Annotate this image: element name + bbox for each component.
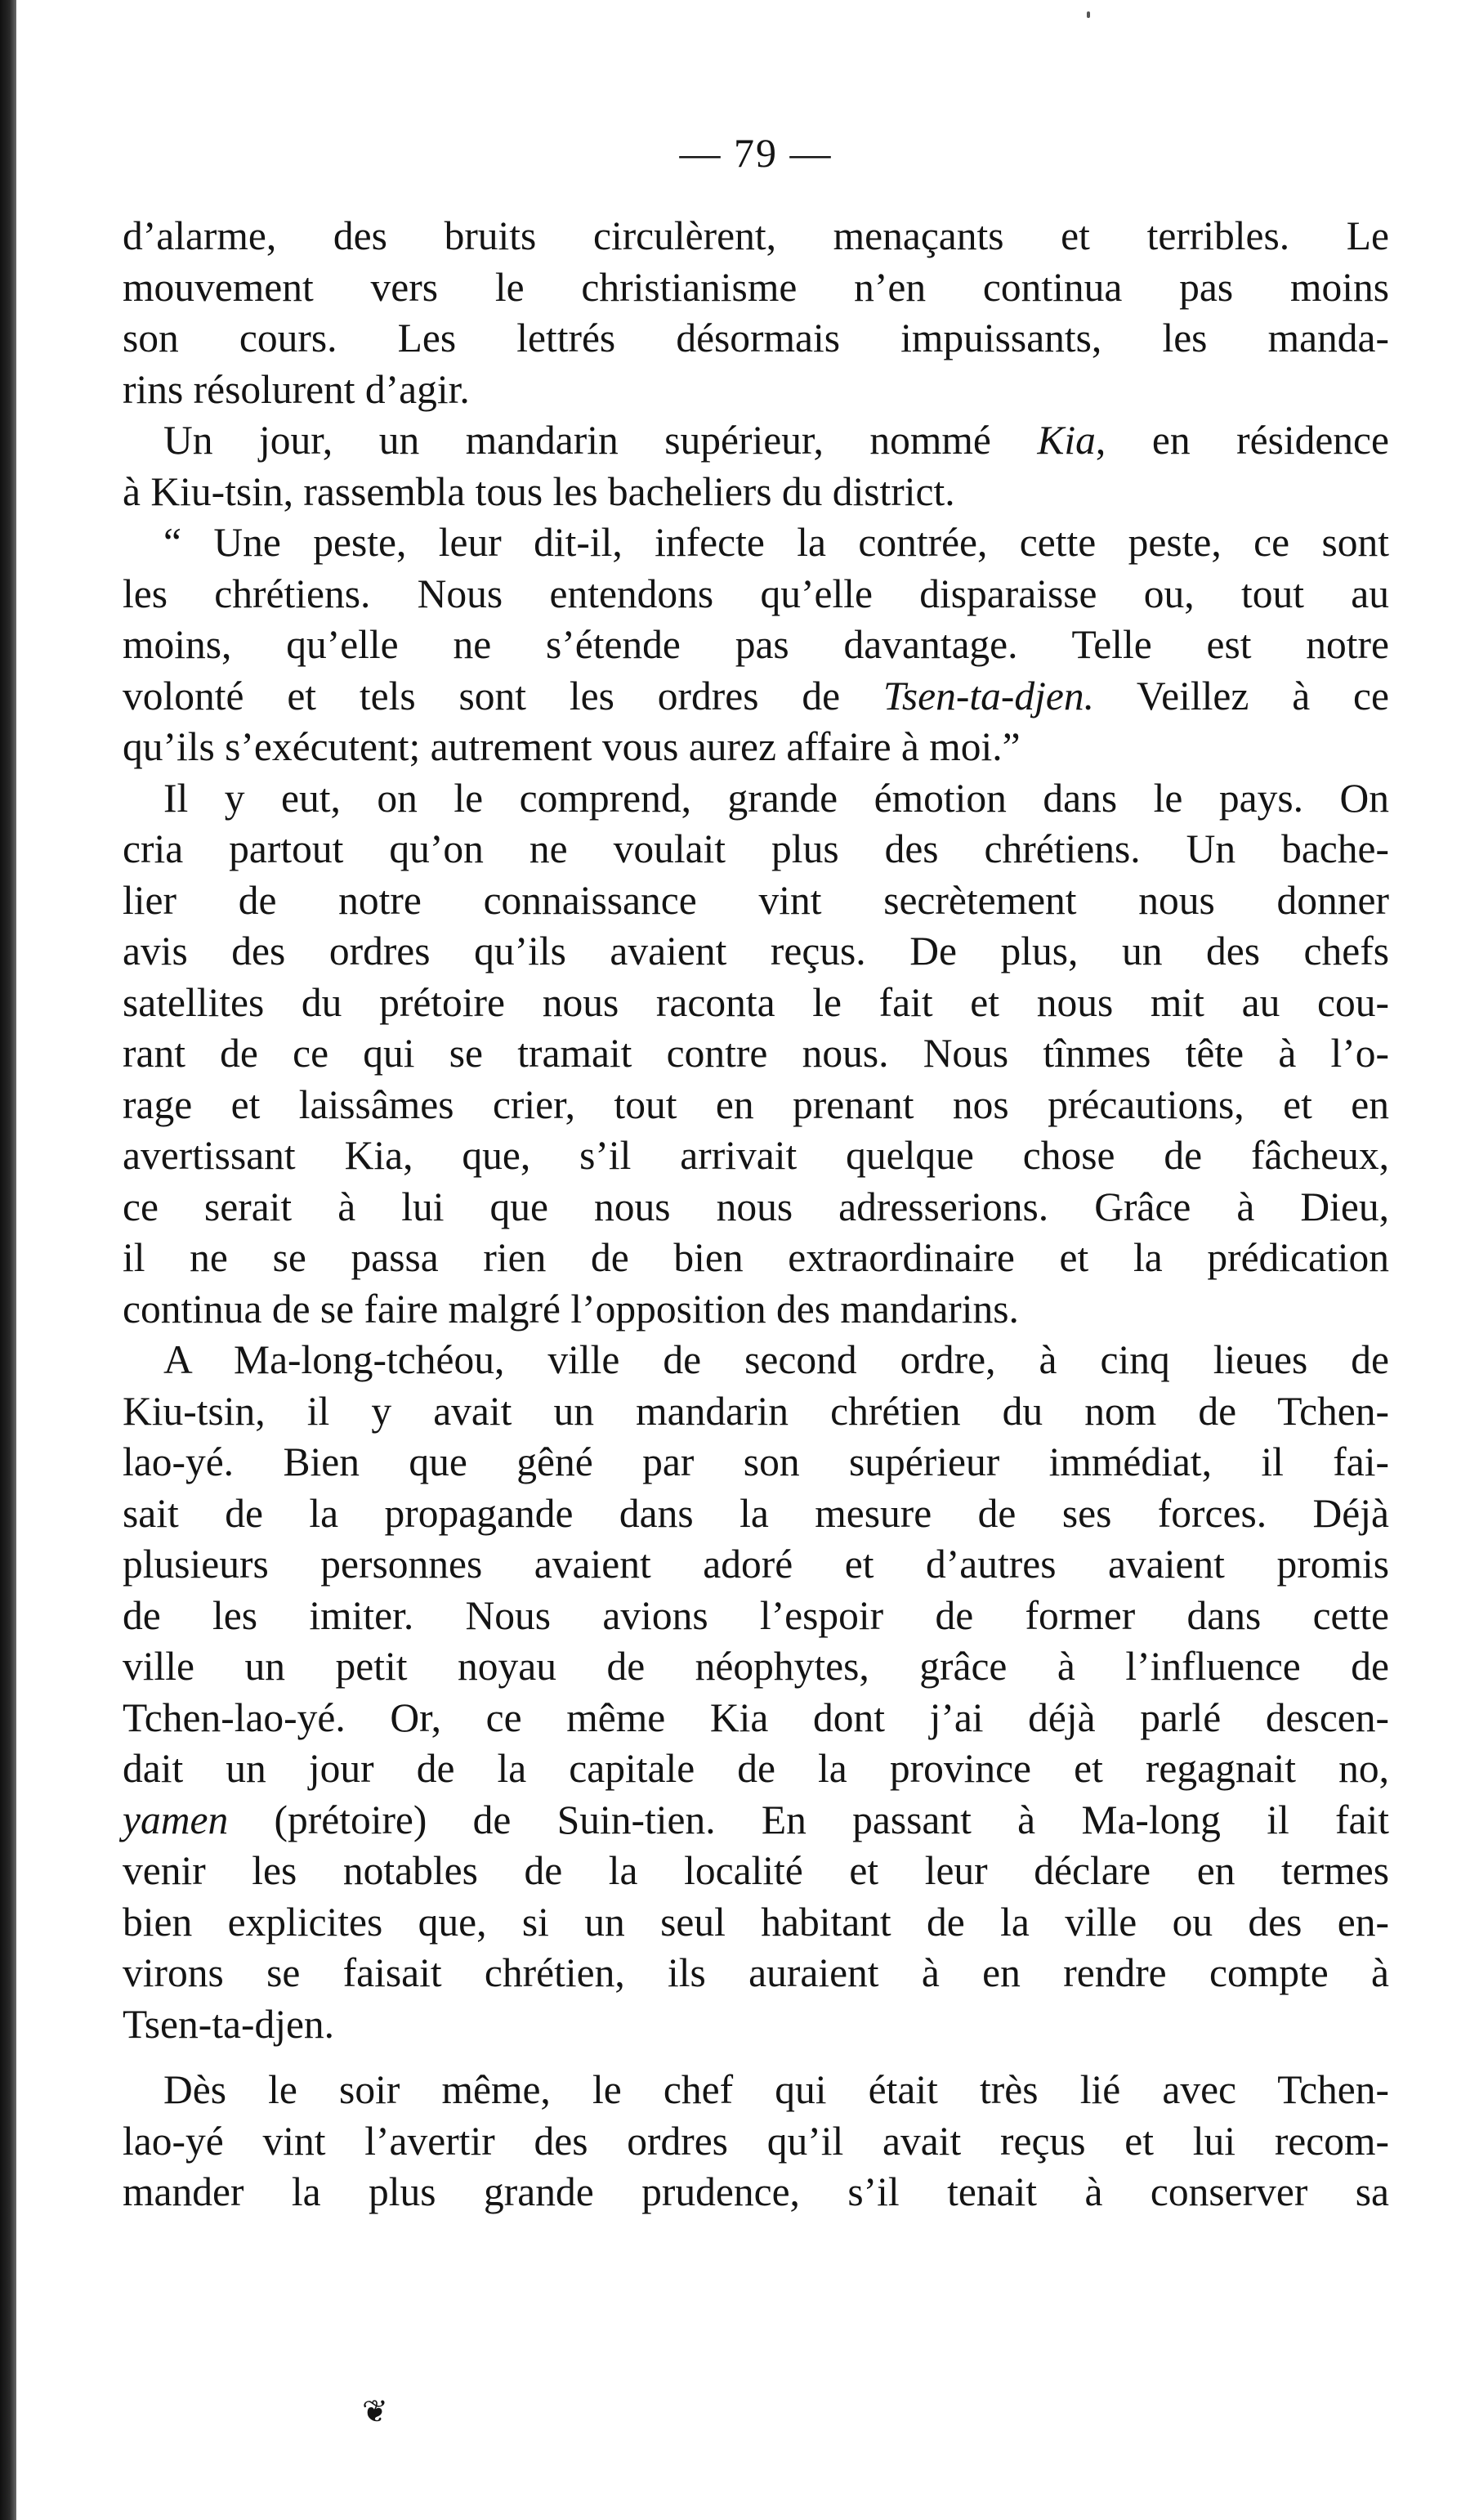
text-line: rins résolurent d’agir. (123, 366, 470, 412)
text-line: plusieurs personnes avaient adoré et d’autres avaient promis (123, 1542, 1389, 1587)
paragraph-gap (123, 2050, 1389, 2065)
text-line: Kiu-tsin, il y avait un mandarin chrétien du nom de Tchen- (123, 1388, 1389, 1434)
text-line: bien explicites que, si un seul habitant de la ville ou des en- (123, 1899, 1389, 1945)
text-line (123, 415, 1389, 467)
text-line: Tsen-ta-djen. (123, 2001, 335, 2047)
text-line: A Ma-long-tchéou, ville de second ordre, à cinq lieues de (163, 1337, 1389, 1382)
text-line: ville un petit noyau de néophytes, grâce à l’influence de (123, 1644, 1389, 1689)
ornament-icon: ❦ (362, 2395, 388, 2429)
text-line: moins, qu’elle ne s’étende pas davantage. Telle est notre (123, 622, 1389, 667)
text-line: à Kiu-tsin, rassembla tous les bacheliers du district. (123, 468, 955, 514)
text-fragment: volonté et tels sont les ordres de (123, 673, 883, 718)
text-line: dait un jour de la capitale de la province et regagnait no, (123, 1746, 1389, 1791)
page-number: — 79 — (679, 130, 833, 176)
text-line: virons se faisait chrétien, ils auraient à en rendre compte à (123, 1950, 1389, 1995)
text-line: rant de ce qui se tramait contre nous. Nous tînmes tête à l’o- (123, 1031, 1389, 1076)
text-line: avertissant Kia, que, s’il arrivait quelque chose de fâcheux, (123, 1133, 1389, 1178)
page-binding-edge (0, 0, 16, 2520)
text-line: lao-yé. Bien que gêné par son supérieur immédiat, il fai- (123, 1439, 1389, 1484)
text-line: mouvement vers le christianisme n’en continua pas moins (123, 264, 1389, 310)
text-line: Tchen-lao-yé. Or, ce même Kia dont j’ai déjà parlé descen- (123, 1694, 1389, 1740)
text-fragment: , en résidence (1095, 418, 1389, 463)
text-line: continua de se faire malgré l’opposition des mandarins. (123, 1286, 1019, 1332)
text-line: rage et laissâmes crier, tout en prenant nos précautions, et en (123, 1081, 1389, 1127)
text-line: il ne se passa rien de bien extraordinaire et la prédication (123, 1235, 1389, 1280)
text-line: avis des ordres qu’ils avaient reçus. De plus, un des chefs (123, 929, 1389, 974)
text-fragment: Un jour, un mandarin supérieur, nommé (163, 418, 1038, 463)
text-fragment: (prétoire) de Suin-tien. En passant à Ma-long il fait (228, 1797, 1389, 1842)
text-line: lao-yé vint l’avertir des ordres qu’il avait reçus et lui recom- (123, 2118, 1389, 2164)
text-line: lier de notre connaissance vint secrètement nous donner (123, 877, 1389, 923)
text-line: mander la plus grande prudence, s’il tenait à conserver sa (123, 2169, 1389, 2214)
text-line: ce serait à lui que nous nous adresserions. Grâce à Dieu, (123, 1184, 1389, 1229)
text-line: son cours. Les lettrés désormais impuissants, les manda- (123, 316, 1389, 360)
italic-title: Tsen-ta-djen. (882, 673, 1094, 718)
text-line: satellites du prétoire nous raconta le fait et nous mit au cou- (123, 979, 1389, 1025)
italic-name: Kia (1037, 418, 1096, 463)
text-line: venir les notables de la localité et leur déclare en termes (123, 1848, 1389, 1893)
text-line: “ Une peste, leur dit-il, infecte la contrée, cette peste, ce sont (163, 520, 1389, 565)
text-line: d’alarme, des bruits circulèrent, menaçants et terribles. Le (123, 213, 1389, 258)
text-line: cria partout qu’on ne voulait plus des chrétiens. Un bache- (123, 826, 1389, 871)
text-line: de les imiter. Nous avions l’espoir de former dans cette (123, 1592, 1389, 1638)
ink-speck (1087, 11, 1090, 18)
text-line (123, 1795, 1389, 1846)
text-line: sait de la propagande dans la mesure de ses forces. Déjà (123, 1490, 1389, 1536)
text-line: Dès le soir même, le chef qui était très lié avec Tchen- (163, 2067, 1389, 2112)
text-fragment: Veillez à ce (1093, 673, 1389, 718)
text-line: Il y eut, on le comprend, grande émotion dans le pays. On (163, 775, 1389, 821)
italic-term: yamen (123, 1797, 229, 1842)
text-line (123, 671, 1389, 723)
body-text (123, 211, 1389, 2218)
text-line: qu’ils s’exécutent; autrement vous aurez affaire à moi.” (123, 724, 1021, 769)
text-line: les chrétiens. Nous entendons qu’elle disparaisse ou, tout au (123, 571, 1389, 616)
